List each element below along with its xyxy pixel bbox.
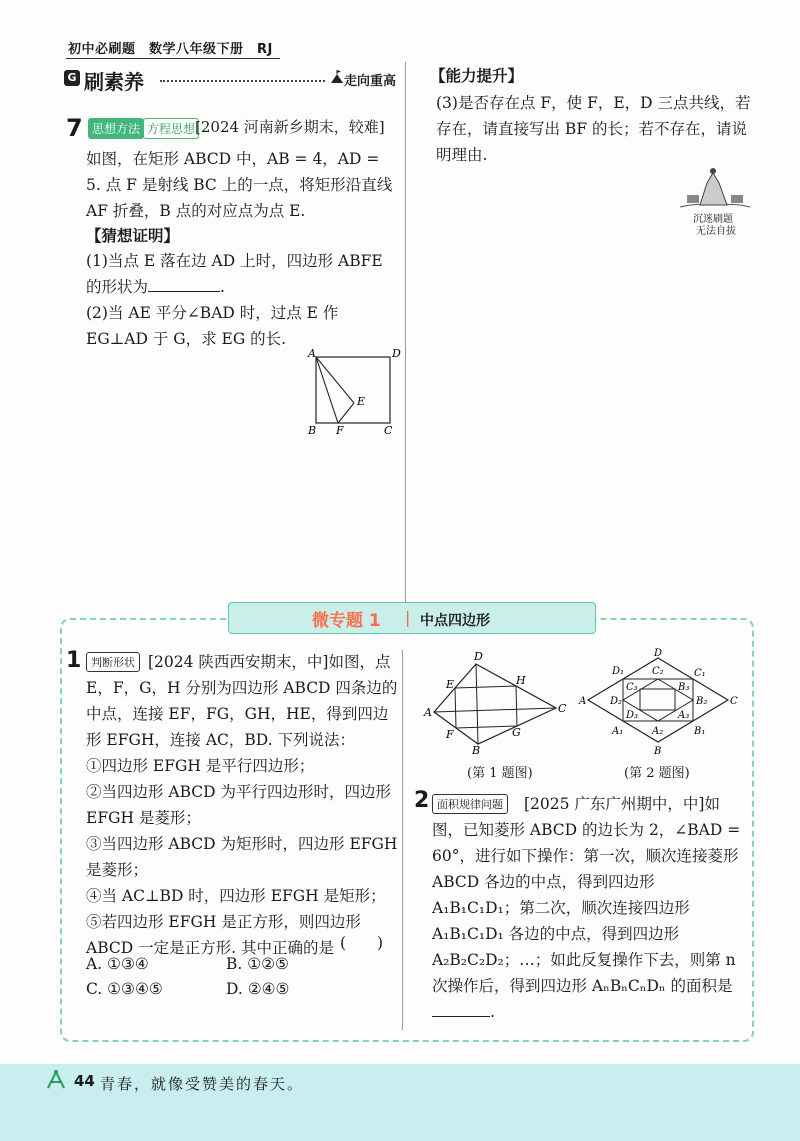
banner-separator: | bbox=[405, 608, 411, 627]
label-A: A bbox=[579, 696, 587, 707]
answer-blank[interactable] bbox=[432, 1016, 490, 1017]
label-B: B bbox=[654, 746, 662, 756]
label-B3: B₃ bbox=[678, 682, 690, 693]
option-c[interactable]: C. ①③④⑤ bbox=[86, 980, 163, 998]
label-D3: D₃ bbox=[626, 710, 639, 721]
option-a[interactable]: A. ①③④ bbox=[86, 955, 149, 973]
label-F: F bbox=[336, 424, 344, 437]
figure-2-rhombus bbox=[578, 648, 743, 756]
mascot-illustration-icon bbox=[675, 165, 755, 213]
label-A1: A₁ bbox=[612, 726, 624, 737]
label-C: C bbox=[730, 696, 738, 707]
page-number: 44 bbox=[74, 1072, 95, 1090]
micro-topic-title: 中点四边形 bbox=[420, 613, 490, 629]
label-F: F bbox=[446, 728, 454, 741]
figure-1-caption: (第 1 题图) bbox=[467, 766, 533, 781]
question-text: [2024 陕西西安期末，中]如图，点 E，F，G，H 分别为四边形 ABCD 四条边的中点，连接 EF，FG，GH，HE，得到四边形 EFGH，连接 AC，BD. 下列说法： bbox=[86, 653, 398, 749]
option-b[interactable]: B. ①②⑤ bbox=[226, 955, 289, 973]
question-text: 如图，在矩形 ABCD 中，AB = 4，AD = 5. 点 F 是射线 BC 上的一点，将矩形沿直线 AF 折叠，B 点的对应点为点 E. bbox=[86, 150, 393, 220]
question-text bbox=[432, 791, 746, 1025]
sub-question-3: (3)是否存在点 F，使 F，E，D 三点共线，若存在，请直接写出 BF 的长；若不存在，请说明理由. bbox=[436, 94, 751, 164]
mascot-caption-2: 无法自拔 bbox=[696, 226, 736, 237]
statement-item: ①四边形 EFGH 是平行四边形； bbox=[86, 757, 315, 775]
question-tag: 面积规律问题 bbox=[432, 794, 508, 814]
sub-question-2: (2)当 AE 平分∠BAD 时，过点 E 作 EG⊥AD 于 G，求 EG 的长. bbox=[86, 304, 339, 348]
section-dotted-line bbox=[160, 80, 325, 82]
statement-list bbox=[86, 753, 398, 961]
sub-question-1 bbox=[86, 248, 400, 300]
option-d[interactable]: D. ②④⑤ bbox=[226, 980, 290, 998]
label-D: D bbox=[654, 648, 663, 659]
figure-1-quadrilateral bbox=[420, 650, 570, 755]
section-logo-icon: G bbox=[64, 70, 80, 86]
mascot-caption-1: 沉迷刷题 bbox=[693, 214, 733, 225]
label-E: E bbox=[446, 678, 455, 691]
label-A: A bbox=[424, 706, 432, 719]
micro-topic-banner bbox=[228, 602, 596, 634]
label-G: G bbox=[512, 726, 521, 739]
label-C: C bbox=[558, 702, 567, 715]
sub-question-1-end: . bbox=[220, 278, 225, 296]
question-number: 2 bbox=[414, 788, 430, 813]
label-B1: B₁ bbox=[694, 726, 706, 737]
micro-topic-label: 微专题 1 bbox=[312, 611, 381, 631]
statement-item: ③当四边形 ABCD 为矩形时，四边形 EFGH 是菱形； bbox=[86, 835, 398, 879]
label-B: B bbox=[308, 424, 317, 437]
question-2-end: . bbox=[490, 1003, 495, 1021]
header-underline bbox=[66, 58, 280, 59]
statement-item: ②当四边形 ABCD 为平行四边形时，四边形 EFGH 是菱形； bbox=[86, 783, 392, 827]
section-right-label: 走向重高 bbox=[344, 74, 397, 89]
compass-icon bbox=[44, 1070, 68, 1094]
statement-item: ④当 AC⊥BD 时，四边形 EFGH 是矩形； bbox=[86, 887, 386, 905]
label-C1: C₁ bbox=[694, 668, 706, 679]
figure-rectangle-fold bbox=[300, 345, 405, 437]
label-C3: C₃ bbox=[626, 682, 638, 693]
question-number: 1 bbox=[66, 648, 82, 673]
answer-parentheses[interactable]: ( ) bbox=[340, 934, 384, 952]
label-D: D bbox=[474, 650, 483, 663]
label-H: H bbox=[516, 674, 526, 687]
question-2-body: [2025 广东广州期中，中]如图，已知菱形 ABCD 的边长为 2，∠BAD = 60°，进行如下操作：第一次，顺次连接菱形 ABCD 各边的中点，得到四边形 A₁B₁C₁D₁；第二次，顺次连接四边形 A₁B₁C₁D₁ 各边的中点，得到四边形 A₂B₂C₂D₂；…；如此反复操作下去，则第 n 次操作后，得到四边形 AₙBₙCₙDₙ 的面积是 bbox=[432, 795, 741, 995]
label-B2: B₂ bbox=[696, 696, 708, 707]
label-E: E bbox=[357, 395, 366, 408]
label-A: A bbox=[308, 347, 316, 360]
ability-title: 【能力提升】 bbox=[430, 66, 524, 85]
method-subtag: 方程思想 bbox=[143, 118, 199, 139]
label-D2: D₂ bbox=[610, 696, 623, 707]
sub-question-1-text: (1)当点 E 落在边 AD 上时，四边形 ABFE 的形状为 bbox=[86, 252, 383, 296]
question-number: 7 bbox=[66, 114, 83, 142]
method-tag: 思想方法 bbox=[88, 118, 144, 139]
statement-item: ⑤若四边形 EFGH 是正方形，则四边形 ABCD 一定是正方形. 其中正确的是 bbox=[86, 913, 361, 957]
column-divider bbox=[405, 62, 406, 607]
footer-motto: 青春，就像受赞美的春天。 bbox=[100, 1075, 305, 1093]
answer-blank[interactable] bbox=[148, 291, 220, 292]
label-A3: A₃ bbox=[678, 710, 690, 721]
question-tag: 判断形状 bbox=[86, 652, 140, 672]
label-B: B bbox=[472, 744, 481, 755]
mountain-flag-icon bbox=[330, 70, 344, 88]
section-title: 刷素养 bbox=[84, 70, 144, 94]
label-C2: C₂ bbox=[652, 666, 664, 677]
column-divider-2 bbox=[402, 650, 403, 1030]
book-header: 初中必刷题 数学八年级下册 RJ bbox=[68, 42, 273, 57]
question-source: [2024 河南新乡期末，较难] bbox=[195, 118, 385, 136]
subsection-title: 【猜想证明】 bbox=[86, 226, 180, 245]
figure-2-caption: (第 2 题图) bbox=[624, 766, 690, 781]
label-A2: A₂ bbox=[652, 726, 664, 737]
label-C: C bbox=[384, 424, 393, 437]
label-D: D bbox=[392, 347, 401, 360]
label-D1: D₁ bbox=[612, 666, 625, 677]
